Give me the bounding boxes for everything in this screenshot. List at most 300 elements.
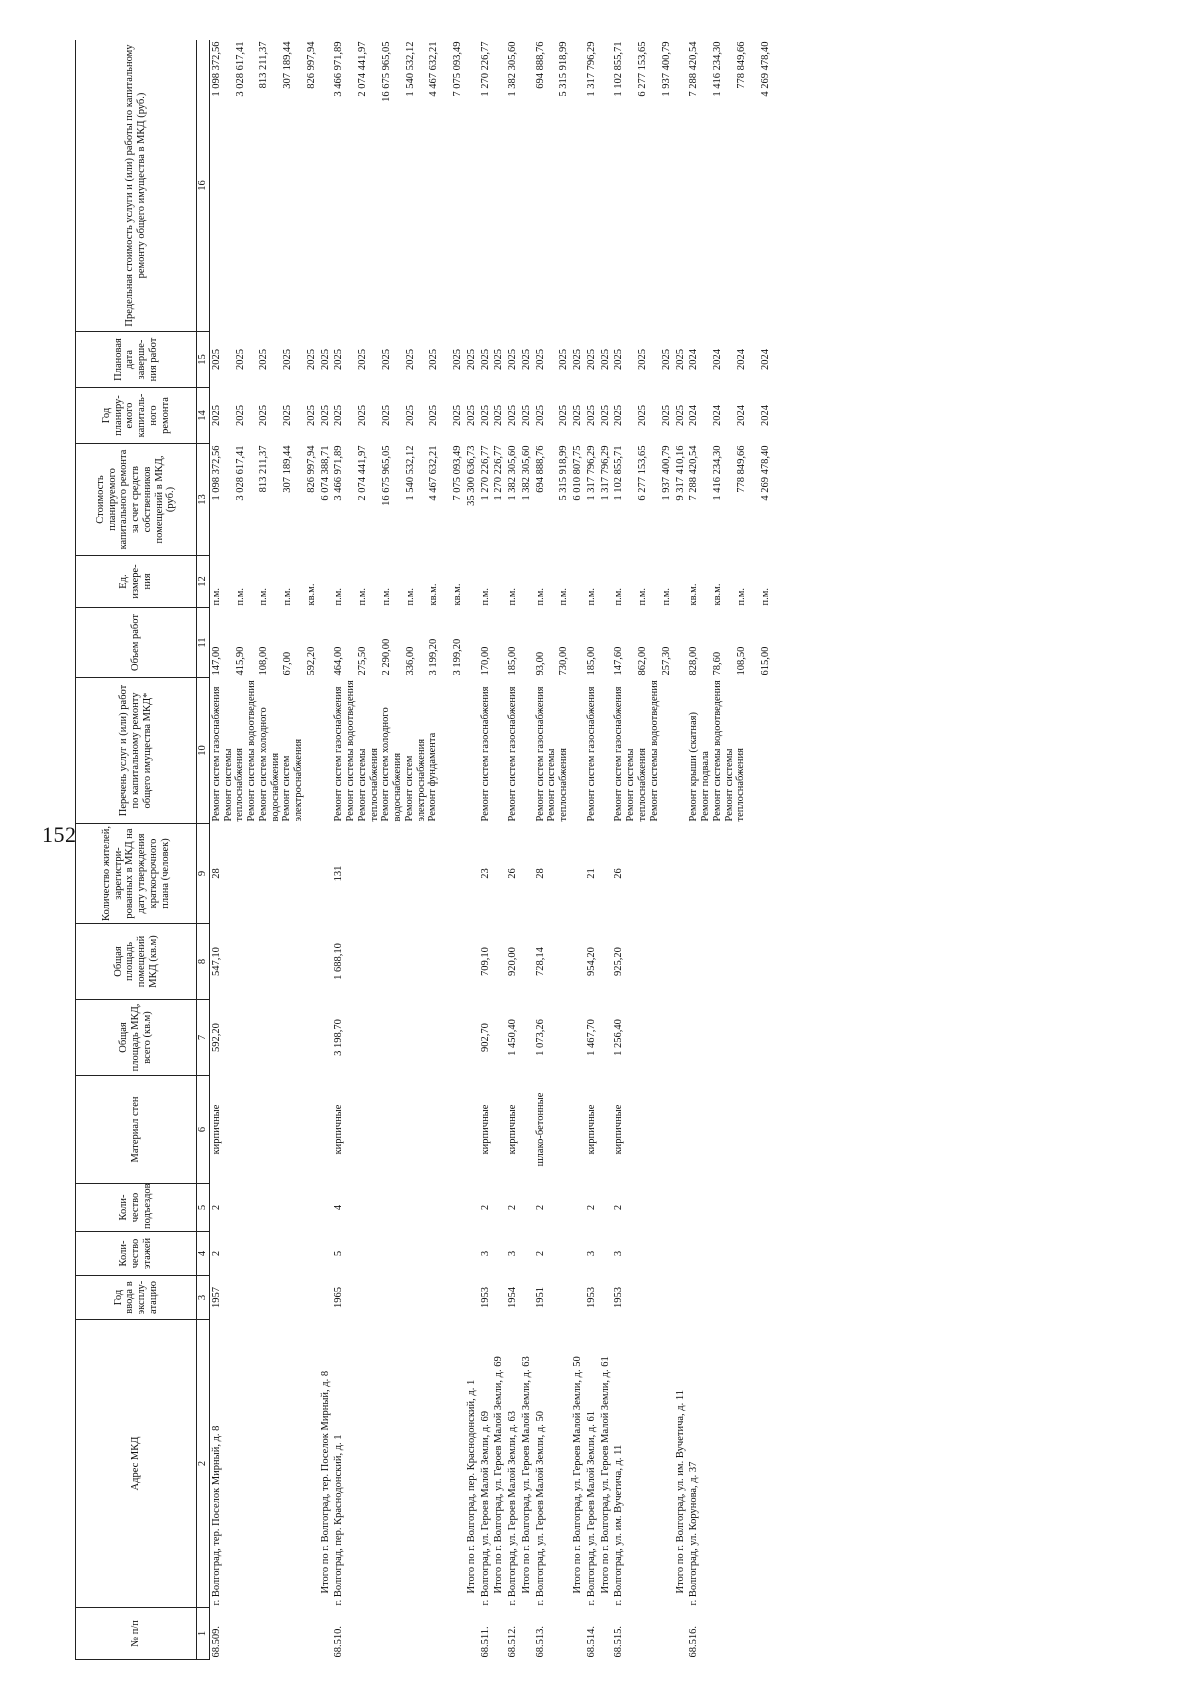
line-spacer (649, 558, 661, 606)
work-cost-line: 694 888,76 (534, 445, 546, 493)
rotated-register (75, 40, 1185, 1660)
limit-cost-line: 778 849,66 (735, 41, 747, 89)
limit-cost-line: 4 269 478,40 (759, 41, 771, 97)
building-address: г. Волгоград, ул. им. Вучетича, д. 11 (613, 1444, 625, 1606)
column-number: 15 (197, 332, 210, 388)
document-sheet (75, 40, 1185, 1660)
line-spacer (369, 610, 381, 676)
commission-year (687, 1276, 772, 1320)
table-body (209, 40, 772, 1660)
empty-cell (465, 1184, 479, 1232)
commission-year: 1953 (585, 1287, 597, 1308)
column-number: 4 (197, 1232, 210, 1276)
row-number: 68.513. (534, 1626, 546, 1658)
column-number: 14 (197, 388, 210, 444)
limit-cost-line: 3 028 617,41 (234, 41, 246, 97)
work-item (209, 678, 318, 824)
column-header: Год ввода в эксплу-атацию (76, 1276, 197, 1320)
work-item-line: Ремонт систем холодного водоснабжения (380, 707, 403, 822)
total-cost: 1 382 305,60 (520, 445, 532, 501)
work-item-line: Ремонт системы водоотведения (246, 680, 257, 822)
total-end-year: 2025 (674, 349, 686, 370)
limit-cost (506, 40, 520, 332)
column-header: Коли-чество этажей (76, 1232, 197, 1276)
rooms-area: 709,10 (479, 947, 491, 976)
work-unit-line: кв.м. (712, 583, 723, 606)
empty-cell (674, 1000, 688, 1076)
line-spacer (369, 42, 381, 330)
end-year-line: 2025 (507, 349, 518, 370)
line-spacer (625, 334, 637, 386)
work-item-line: Ремонт системы теплоснабжения (356, 748, 380, 822)
line-spacer (649, 42, 661, 330)
work-unit-line: п.м. (613, 587, 625, 606)
line-spacer (625, 610, 637, 676)
line-spacer (625, 558, 637, 606)
rooms-area: 920,00 (507, 947, 518, 976)
floor-count: 2 (534, 1250, 546, 1257)
rooms-area: 547,10 (210, 947, 222, 976)
resident-count: 23 (479, 868, 491, 879)
work-cost (479, 444, 493, 556)
line-spacer (270, 446, 282, 554)
empty-cell (319, 824, 333, 924)
line-spacer (393, 446, 405, 554)
line-spacer (223, 610, 235, 676)
work-unit-line: п.м. (585, 587, 597, 606)
floor-count: 3 (585, 1250, 597, 1257)
work-volume (585, 608, 599, 678)
total-plan-year: 2025 (599, 405, 611, 426)
empty-cell (599, 1076, 613, 1184)
work-unit (534, 556, 572, 608)
work-item (534, 678, 572, 824)
work-item-line: Ремонт систем газоснабжения (333, 686, 345, 822)
empty-cell (571, 1184, 585, 1232)
line-spacer (345, 334, 357, 386)
column-header: № п/п (76, 1608, 197, 1660)
wall-material: кирпичные (479, 1104, 491, 1155)
plan-year-line: 2025 (404, 405, 416, 426)
column-header: Общая площадь помещений МКД (кв.м) (76, 924, 197, 1000)
work-item-line: Ремонт системы теплоснабжения (546, 748, 569, 822)
end-year-line: 2025 (210, 349, 222, 370)
end-year (612, 332, 673, 388)
empty-cell (599, 1276, 613, 1320)
work-item-line: Ремонт систем газоснабжения (210, 686, 222, 822)
line-spacer (724, 390, 736, 442)
work-volume-line: 147,60 (613, 646, 625, 676)
total-end-year: 2025 (520, 349, 532, 370)
row-number: 68.515. (613, 1626, 625, 1658)
work-unit-line: п.м. (637, 587, 648, 606)
work-item (687, 678, 772, 824)
line-spacer (649, 610, 661, 676)
empty-cell (492, 924, 506, 1000)
total-cost: 35 300 636,73 (465, 445, 477, 506)
work-volume-line: 336,00 (404, 646, 416, 676)
resident-count: 26 (507, 868, 518, 879)
floor-count: 3 (613, 1250, 625, 1257)
end-year-line: 2025 (660, 349, 672, 370)
work-volume-line: 3 199,20 (452, 638, 463, 676)
work-cost-line: 3 466 971,89 (333, 445, 345, 501)
plan-year-line: 2025 (507, 405, 518, 426)
row-number-cell (465, 1608, 479, 1660)
empty-cell (599, 556, 613, 608)
plan-year-line: 2025 (637, 405, 648, 426)
work-unit-line: п.м. (380, 587, 392, 606)
work-volume-line: 615,00 (759, 646, 771, 676)
line-spacer (748, 446, 760, 554)
work-item-line: Ремонт подвала (700, 751, 711, 822)
line-spacer (700, 42, 712, 330)
work-item-line: Ремонт систем газоснабжения (613, 686, 625, 822)
work-cost-line: 1 937 400,79 (660, 445, 672, 501)
total-row (571, 40, 585, 1660)
work-unit-line: кв.м. (452, 583, 463, 606)
building-address: г. Волгоград, ул. Героев Малой Земли, д. 69 (479, 1410, 491, 1606)
work-unit-line: п.м. (258, 587, 270, 606)
total-area: 1 256,40 (613, 1019, 625, 1056)
plan-year-line: 2025 (258, 405, 270, 426)
line-spacer (369, 334, 381, 386)
work-volume (612, 608, 673, 678)
end-year-line: 2025 (380, 349, 392, 370)
work-volume-line: 185,00 (507, 646, 518, 676)
line-spacer (223, 558, 235, 606)
line-spacer (546, 558, 558, 606)
resident-count: 131 (333, 865, 345, 882)
building-row (687, 40, 772, 1660)
wall-material: кирпичные (613, 1104, 625, 1155)
empty-cell (571, 1000, 585, 1076)
work-item-line: Ремонт системы водоотведения (711, 680, 723, 822)
total-label: Итого по г. Волгоград, ул. им. Вучетича, д. 11 (674, 1390, 686, 1594)
column-number-row (197, 40, 210, 1660)
work-cost-line: 4 467 632,21 (428, 445, 440, 501)
line-spacer (625, 390, 637, 442)
line-spacer (440, 42, 452, 330)
work-unit-line: п.м. (479, 587, 491, 606)
total-end-year: 2025 (465, 349, 477, 370)
row-number: 68.509. (210, 1626, 222, 1658)
line-spacer (223, 390, 235, 442)
plan-year-line: 2025 (380, 405, 392, 426)
empty-cell (520, 1184, 534, 1232)
work-unit (209, 556, 318, 608)
row-number: 68.512. (507, 1626, 518, 1658)
total-plan-year: 2025 (465, 405, 477, 426)
entrance-count: 2 (585, 1204, 597, 1211)
work-volume-line: 592,20 (305, 646, 317, 676)
total-end-year: 2025 (319, 349, 331, 370)
line-spacer (440, 558, 452, 606)
commission-year: 1951 (534, 1287, 546, 1308)
empty-cell (571, 1232, 585, 1276)
line-spacer (724, 42, 736, 330)
work-unit-line: п.м. (282, 587, 293, 606)
line-spacer (546, 390, 558, 442)
plan-year (506, 388, 520, 444)
wall-material (687, 1076, 772, 1184)
work-unit-line: кв.м. (428, 583, 440, 606)
line-spacer (270, 42, 282, 330)
work-cost-line: 1 382 305,60 (507, 445, 518, 501)
work-unit-line: п.м. (210, 587, 222, 606)
work-volume-line: 275,50 (357, 646, 368, 676)
column-header: Общая площадь МКД, всего (кв.м) (76, 1000, 197, 1076)
plan-year-line: 2025 (534, 405, 546, 426)
total-row (674, 40, 688, 1660)
line-spacer (440, 390, 452, 442)
work-volume-line: 67,00 (282, 651, 293, 676)
floor-count: 5 (333, 1250, 345, 1257)
line-spacer (724, 558, 736, 606)
work-item-line: Ремонт системы теплоснабжения (625, 748, 648, 822)
line-spacer (416, 610, 428, 676)
total-area: 3 198,70 (333, 1019, 345, 1056)
plan-year (687, 388, 772, 444)
end-year-line: 2024 (759, 349, 771, 370)
work-volume-line: 2 290,00 (380, 638, 392, 676)
empty-cell (492, 824, 506, 924)
limit-cost-line: 1 416 234,30 (712, 41, 723, 97)
empty-cell (465, 824, 479, 924)
limit-cost-line: 1 382 305,60 (507, 41, 518, 97)
empty-cell (599, 1000, 613, 1076)
work-volume-line: 108,00 (258, 646, 270, 676)
resident-count (687, 824, 772, 924)
empty-cell (674, 608, 688, 678)
line-spacer (246, 42, 258, 330)
empty-cell (599, 1232, 613, 1276)
total-end-year: 2025 (572, 349, 583, 370)
line-spacer (748, 558, 760, 606)
entrance-count: 4 (333, 1204, 345, 1211)
work-volume-line: 730,00 (558, 646, 570, 676)
empty-cell (520, 824, 534, 924)
empty-cell (520, 678, 534, 824)
total-area: 1 467,70 (585, 1019, 597, 1056)
column-number: 1 (197, 1608, 210, 1660)
total-plan-year: 2025 (319, 405, 331, 426)
end-year-line: 2025 (558, 349, 570, 370)
total-row (599, 40, 613, 1660)
line-spacer (416, 390, 428, 442)
empty-cell (319, 1184, 333, 1232)
total-plan-year: 2025 (520, 405, 532, 426)
end-year-line: 2025 (479, 349, 491, 370)
total-label: Итого по г. Волгоград, ул. Героев Малой Земли, д. 69 (493, 1356, 505, 1594)
empty-cell (319, 556, 333, 608)
column-header: Перечень услуг и (или) работ по капитальному ремонту общего имущества МКД* (76, 678, 197, 824)
end-year-line: 2025 (585, 349, 597, 370)
empty-cell (465, 40, 479, 332)
work-volume (534, 608, 572, 678)
entrance-count: 2 (507, 1204, 518, 1211)
entrance-count: 2 (479, 1204, 491, 1211)
rooms-area: 1 688,10 (333, 943, 345, 980)
line-spacer (440, 334, 452, 386)
work-cost-line: 1 270 226,77 (479, 445, 491, 501)
total-label: Итого по г. Волгоград, ул. Героев Малой Земли, д. 63 (520, 1356, 532, 1594)
line-spacer (748, 390, 760, 442)
empty-cell (465, 608, 479, 678)
row-number: 68.510. (333, 1626, 345, 1658)
work-cost-line: 1 098 372,56 (210, 445, 222, 501)
building-address: г. Волгоград, ул. Героев Малой Земли, д. 61 (585, 1410, 597, 1606)
work-item-line: Ремонт систем газоснабжения (507, 686, 518, 822)
work-unit-line: п.м. (357, 587, 368, 606)
work-volume-line: 93,00 (534, 651, 546, 676)
work-volume-line: 464,00 (333, 646, 345, 676)
limit-cost-line: 307 189,44 (282, 41, 293, 89)
line-spacer (748, 42, 760, 330)
row-number: 68.511. (479, 1626, 491, 1658)
resident-count: 26 (613, 868, 625, 879)
end-year (506, 332, 520, 388)
total-cost: 1 317 796,29 (599, 445, 611, 501)
work-cost-line: 16 675 965,05 (380, 445, 392, 506)
empty-cell (492, 1232, 506, 1276)
empty-cell (465, 1276, 479, 1320)
empty-cell (674, 678, 688, 824)
line-spacer (270, 390, 282, 442)
line-spacer (223, 42, 235, 330)
total-end-year: 2025 (599, 349, 611, 370)
total-plan-year: 2025 (493, 405, 505, 426)
column-number: 16 (197, 40, 210, 332)
work-item (612, 678, 673, 824)
empty-cell (465, 556, 479, 608)
line-spacer (393, 42, 405, 330)
empty-cell (674, 1076, 688, 1184)
limit-cost-line: 2 074 441,97 (357, 41, 368, 97)
line-spacer (724, 446, 736, 554)
building-row (332, 40, 465, 1660)
work-volume-line: 170,00 (479, 646, 491, 676)
row-number-cell (674, 1608, 688, 1660)
line-spacer (393, 390, 405, 442)
work-item-line: Ремонт систем газоснабжения (585, 686, 597, 822)
plan-year-line: 2025 (210, 405, 222, 426)
plan-year (479, 388, 493, 444)
end-year (209, 332, 318, 388)
line-spacer (546, 610, 558, 676)
commission-year: 1953 (479, 1287, 491, 1308)
column-header: Стоимость планируемого капитального ремонта за счет средств собственников помещений в МКД, (руб.) (76, 444, 197, 556)
line-spacer (700, 446, 712, 554)
empty-cell (674, 40, 688, 332)
column-header: Адрес МКД (76, 1320, 197, 1608)
rooms-area: 925,20 (613, 947, 625, 976)
floor-count: 3 (507, 1250, 518, 1257)
limit-cost-line: 16 675 965,05 (380, 41, 392, 102)
column-header: Объем работ (76, 608, 197, 678)
plan-year-line: 2025 (357, 405, 368, 426)
work-item (332, 678, 465, 824)
empty-cell (599, 608, 613, 678)
line-spacer (649, 390, 661, 442)
work-unit (612, 556, 673, 608)
column-header: Предельная стоимость услуги и (или) работы по капитальному ремонту общего имущества в МКД (руб.) (76, 40, 197, 332)
line-spacer (345, 446, 357, 554)
limit-cost-line: 826 997,94 (305, 41, 317, 89)
work-cost-line: 7 288 420,54 (688, 445, 700, 501)
empty-cell (492, 678, 506, 824)
row-number-cell (319, 1608, 333, 1660)
wall-material: кирпичные (210, 1104, 222, 1155)
limit-cost-line: 7 075 093,49 (452, 41, 463, 97)
line-spacer (724, 334, 736, 386)
column-header: Плановая дата заверше-ния работ (76, 332, 197, 388)
plan-year-line: 2024 (688, 405, 700, 426)
line-spacer (393, 610, 405, 676)
end-year-line: 2025 (613, 349, 625, 370)
empty-cell (571, 40, 585, 332)
work-volume (209, 608, 318, 678)
limit-cost-line: 1 937 400,79 (660, 41, 672, 97)
plan-year (534, 388, 572, 444)
line-spacer (270, 610, 282, 676)
resident-count: 28 (210, 868, 222, 879)
wall-material: шлако-бетонные (534, 1092, 546, 1167)
empty-cell (520, 1076, 534, 1184)
work-item-line: Ремонт систем электроснабжения (281, 738, 304, 822)
line-spacer (294, 446, 306, 554)
line-spacer (369, 558, 381, 606)
building-row (612, 40, 673, 1660)
work-volume-line: 78,60 (712, 651, 723, 676)
column-number: 5 (197, 1184, 210, 1232)
line-spacer (625, 446, 637, 554)
total-cost: 9 317 410,16 (674, 445, 686, 501)
work-unit (479, 556, 493, 608)
wall-material: кирпичные (507, 1104, 518, 1155)
plan-year (209, 388, 318, 444)
plan-year-line: 2025 (452, 405, 463, 426)
work-cost (612, 444, 673, 556)
total-label: Итого по г. Волгоград, ул. Героев Малой Земли, д. 50 (572, 1356, 583, 1594)
line-spacer (393, 558, 405, 606)
floor-count (687, 1232, 772, 1276)
total-area: 902,70 (479, 1023, 491, 1052)
empty-cell (520, 924, 534, 1000)
work-unit-line: п.м. (507, 587, 518, 606)
plan-year-line: 2025 (234, 405, 246, 426)
resident-count: 21 (585, 868, 597, 879)
line-spacer (625, 42, 637, 330)
empty-cell (571, 608, 585, 678)
rooms-area: 728,14 (534, 947, 546, 976)
line-spacer (223, 334, 235, 386)
empty-cell (571, 824, 585, 924)
total-row (492, 40, 506, 1660)
work-unit (585, 556, 599, 608)
work-volume-line: 108,50 (735, 646, 747, 676)
resident-count: 28 (534, 868, 546, 879)
work-unit (687, 556, 772, 608)
line-spacer (748, 610, 760, 676)
work-volume-line: 147,00 (210, 646, 222, 676)
row-number: 68.514. (585, 1626, 597, 1658)
empty-cell (492, 1276, 506, 1320)
work-unit-line: п.м. (333, 587, 345, 606)
limit-cost-line: 813 211,37 (258, 41, 270, 89)
entrance-count: 2 (613, 1204, 625, 1211)
commission-year: 1965 (333, 1287, 345, 1308)
